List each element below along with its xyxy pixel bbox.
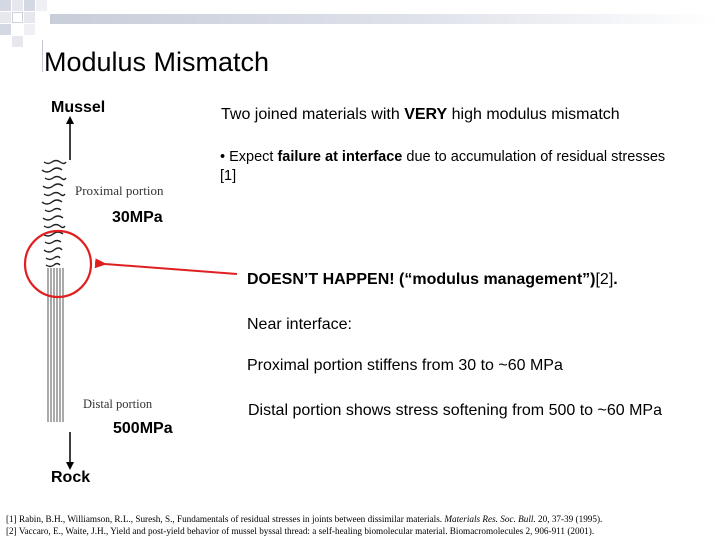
bullet-emphasis: failure at interface: [277, 149, 403, 165]
near-interface-heading: Near interface:: [247, 316, 352, 333]
rock-label: Rock: [51, 469, 91, 486]
mussel-label: Mussel: [51, 99, 106, 116]
doesnt-ref: [2]: [595, 271, 614, 288]
stress-top-label: 30MPa: [112, 209, 163, 226]
references: [6, 513, 602, 537]
slide-title: Modulus Mismatch: [44, 47, 270, 77]
distal-statement: Distal portion shows stress softening from 500 to ~60 MPa: [248, 402, 662, 419]
ref1-pre: [1] Rabin, B.H., Williamson, R.L., Suresh, S., Fundamentals of residual stresses in joints between dissimilar materials.: [6, 514, 445, 524]
doesnt-happen-statement: [247, 271, 618, 289]
distal-caption: Distal portion: [83, 397, 153, 411]
ref1-journal: Materials Res. Soc. Bull.: [444, 514, 536, 524]
doesnt-pre: DOESN’T HAPPEN! (“modulus management”): [247, 271, 596, 288]
proximal-thread: [42, 161, 66, 267]
headline-emphasis: VERY: [404, 106, 448, 123]
headline: [221, 105, 620, 125]
headline-pre: Two joined materials with: [221, 106, 405, 123]
doesnt-post: .: [613, 271, 618, 288]
bullet-expect-failure: [220, 148, 670, 186]
stress-bottom-label: 500MPa: [113, 420, 173, 437]
proximal-caption: Proximal portion: [75, 183, 164, 198]
headline-post: high modulus mismatch: [447, 106, 620, 123]
reference-1: [6, 513, 602, 525]
bullet-post: due to accumulation of residual stresses [1]: [220, 149, 666, 184]
interface-arrow: [105, 264, 237, 274]
distal-thread: [48, 268, 63, 422]
proximal-statement: Proximal portion stiffens from 30 to ~60 MPa: [247, 357, 563, 374]
reference-2: [2] Vaccaro, E., Waite, J.H., Yield and post-yield behavior of mussel byssal thread: a self-healing biomolecular material. Biomacromolecules 2, 906-911 (2001).: [6, 526, 595, 536]
ref1-post: 20, 37-39 (1995).: [535, 514, 603, 524]
bullet-pre: • Expect: [220, 149, 278, 165]
